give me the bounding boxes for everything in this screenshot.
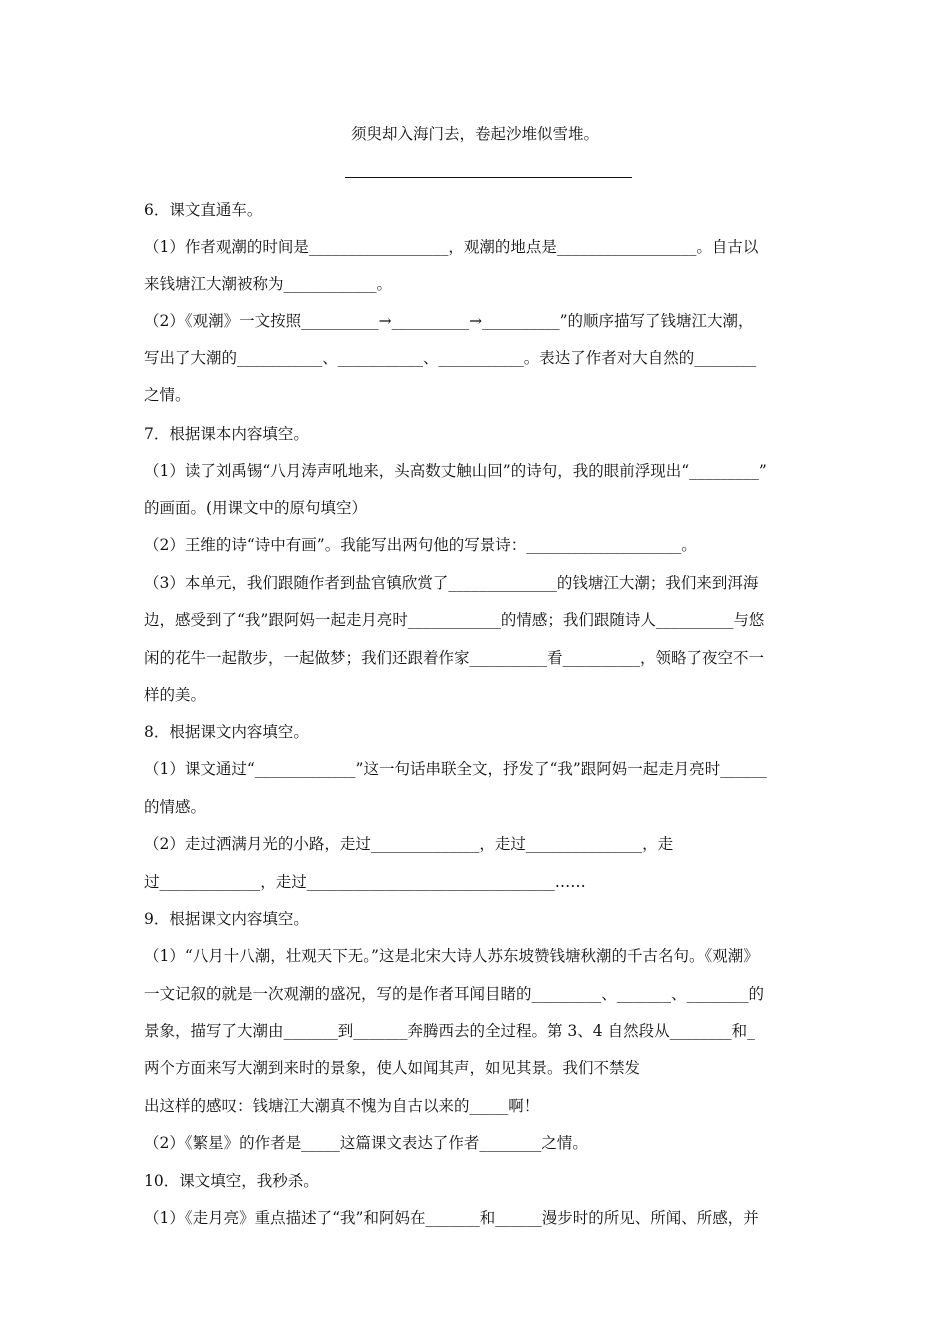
q7-3-line2: 边，感受到了“我”跟阿妈一起走月亮时____________的情感；我们跟随诗人__________与悠 xyxy=(144,611,765,629)
q9-1-line5: 出这样的感叹：钱塘江大潮真不愧为自古以来的_____啊！ xyxy=(144,1097,540,1115)
q6-2-line2: 写出了大潮的___________、___________、___________。表达了作者对大自然的________ xyxy=(144,349,757,367)
q6-1-line2: 来钱塘江大潮被称为____________。 xyxy=(144,275,393,293)
q7-1-line2: 的画面。(用课文中的原句填空） xyxy=(144,499,368,517)
q9-2-line: （2）《繁星》的作者是_____这篇课文表达了作者________之情。 xyxy=(144,1134,588,1152)
q7-3-line1: （3）本单元，我们跟随作者到盐官镇欣赏了______________的钱塘江大潮；我们来到洱海 xyxy=(144,574,759,592)
q6-1-line1: （1）作者观潮的时间是__________________，观潮的地点是__________________。自古以 xyxy=(144,238,759,256)
q6-2-line1: （2）《观潮》一文按照__________→__________→__________”的顺序描写了钱塘江大潮， xyxy=(144,312,754,330)
q6-2-line3: 之情。 xyxy=(144,386,191,404)
q9-heading: 9．根据课文内容填空。 xyxy=(144,910,309,928)
q7-heading: 7．根据课本内容填空。 xyxy=(144,425,309,443)
q10-heading: 10．课文填空，我秒杀。 xyxy=(144,1172,319,1190)
q7-3-line4: 样的美。 xyxy=(144,686,207,704)
q8-1-line1: （1）课文通过“_____________”这一句话串联全文，抒发了“我”跟阿妈一起走月亮时______ xyxy=(144,760,767,778)
q8-1-line2: 的情感。 xyxy=(144,798,207,816)
q9-1-line3: 景象，描写了大潮由_______到_______奔腾西去的全过程。第 3、4 自然段从________和_ xyxy=(144,1022,755,1040)
poem-line: 须臾却入海门去，卷起沙堆似雪堆。 xyxy=(350,125,599,143)
q6-heading: 6．课文直通车。 xyxy=(144,201,263,219)
q7-3-line3: 闲的花牛一起散步，一起做梦；我们还跟着作家__________看__________，领略了夜空不一 xyxy=(144,649,765,667)
q7-1-line1: （1）读了刘禹锡“八月涛声吼地来，头高数丈触山回”的诗句，我的眼前浮现出“_________” xyxy=(144,462,767,480)
q7-2-line: （2）王维的诗“诗中有画”。我能写出两句他的写景诗：____________________。 xyxy=(144,536,697,554)
q10-1-line1: （1）《走月亮》重点描述了“我”和阿妈在_______和______漫步时的所见、所闻、所感，并 xyxy=(144,1209,759,1227)
q8-2-line1: （2）走过洒满月光的小路，走过______________，走过_______________，走 xyxy=(144,835,674,853)
q9-1-line1: （1）“八月十八潮，壮观天下无。”这是北宋大诗人苏东坡赞钱塘秋潮的千古名句。《观潮》 xyxy=(144,947,759,965)
q8-heading: 8．根据课文内容填空。 xyxy=(144,723,309,741)
q9-1-line4: 两个方面来写大潮到来时的景象，使人如闻其声，如见其景。我们不禁发 xyxy=(144,1059,641,1077)
q9-1-line2: 一文记叙的就是一次观潮的盛况，写的是作者耳闻目睹的_________、_______、________的 xyxy=(144,985,765,1003)
poem-answer-line[interactable] xyxy=(345,177,632,178)
q8-2-line2: 过_____________，走过________________________________…… xyxy=(144,873,586,891)
